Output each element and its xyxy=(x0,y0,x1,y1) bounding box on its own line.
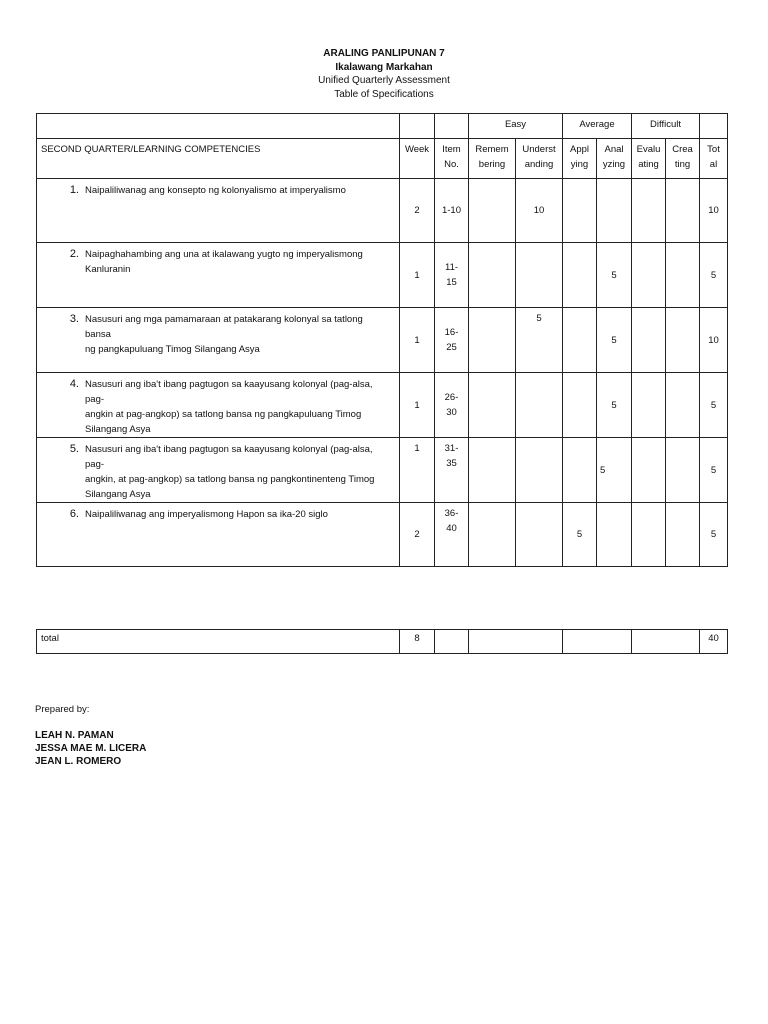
item-cell: 26- 30 xyxy=(435,373,469,438)
creating-header: Crea ting xyxy=(666,139,700,179)
creating-cell xyxy=(666,373,700,438)
understanding-cell xyxy=(516,243,563,308)
competency-text: Naipaliliwanag ang konsepto ng kolonyalismo at imperyalismo xyxy=(85,185,346,196)
applying-cell xyxy=(563,373,597,438)
item-cell: 1-10 xyxy=(435,179,469,243)
analyzing-cell: 5 xyxy=(597,438,632,503)
total-cell: 5 xyxy=(700,373,728,438)
week-header: Week xyxy=(400,139,435,179)
competency-text: Nasusuri ang mga pamamaraan at patakarang kolonyal sa tatlong bansa ng pangkapuluang Timog Silangang Asya xyxy=(85,314,363,355)
row-number: 4. xyxy=(69,378,79,390)
table-row xyxy=(37,373,728,438)
preparer-name: LEAH N. PAMAN xyxy=(35,730,114,741)
competency-text: Naipaliliwanag ang imperyalismong Hapon sa ika-20 siglo xyxy=(85,509,328,520)
specifications-table xyxy=(36,113,728,567)
row-number: 3. xyxy=(69,313,79,325)
prepared-by-label: Prepared by: xyxy=(35,704,90,715)
applying-cell xyxy=(563,179,597,243)
competency-cell xyxy=(37,308,400,373)
remembering-cell xyxy=(469,308,516,373)
evaluating-header: Evalu ating xyxy=(632,139,666,179)
document-title: Table of Specifications xyxy=(334,88,434,100)
remembering-header: Remem bering xyxy=(469,139,516,179)
competency-cell xyxy=(37,179,400,243)
evaluating-cell xyxy=(632,438,666,503)
grand-total: 40 xyxy=(700,630,728,654)
competency-cell xyxy=(37,503,400,567)
preparer-name: JEAN L. ROMERO xyxy=(35,756,122,767)
table-row xyxy=(37,243,728,308)
table-row xyxy=(37,179,728,243)
competency-text: Nasusuri ang iba't ibang pagtugon sa kaayusang kolonyal (pag-alsa, pag- angkin, at pag-angkop) sa tatlong bansa ng pangkontinenteng Timog Silangang Asya xyxy=(85,444,375,500)
total-cell: 5 xyxy=(700,503,728,567)
group-average: Average xyxy=(563,114,632,139)
competency-text: Naipaghahambing ang una at ikalawang yugto ng imperyalismong Kanluranin xyxy=(85,249,363,275)
total-cell: 10 xyxy=(700,179,728,243)
item-cell: 31- 35 xyxy=(435,438,469,503)
analyzing-cell: 5 xyxy=(597,308,632,373)
total-label: total xyxy=(37,630,400,654)
total-header: Tot al xyxy=(700,139,728,179)
table-row xyxy=(37,308,728,373)
analyzing-cell xyxy=(597,179,632,243)
applying-cell xyxy=(563,243,597,308)
creating-cell xyxy=(666,503,700,567)
preparer-name: JESSA MAE M. LICERA xyxy=(35,743,147,754)
understanding-cell xyxy=(516,438,563,503)
analyzing-header: Anal yzing xyxy=(597,139,632,179)
row-number: 1. xyxy=(69,184,79,196)
analyzing-cell: 5 xyxy=(597,243,632,308)
row-number: 2. xyxy=(69,248,79,260)
group-difficult: Difficult xyxy=(632,114,700,139)
preparer-names xyxy=(35,729,146,768)
applying-cell: 5 xyxy=(563,503,597,567)
understanding-cell xyxy=(516,373,563,438)
row-number: 5. xyxy=(69,443,79,455)
remembering-cell xyxy=(469,243,516,308)
total-row xyxy=(37,630,728,654)
item-cell: 11- 15 xyxy=(435,243,469,308)
evaluating-cell xyxy=(632,503,666,567)
table-row xyxy=(37,438,728,503)
creating-cell xyxy=(666,308,700,373)
week-cell: 1 xyxy=(400,308,435,373)
document-header xyxy=(0,47,768,101)
total-week: 8 xyxy=(400,630,435,654)
subject-title: ARALING PANLIPUNAN 7 xyxy=(323,48,445,59)
row-number: 6. xyxy=(69,508,79,520)
evaluating-cell xyxy=(632,243,666,308)
week-cell: 1 xyxy=(400,243,435,308)
total-cell: 5 xyxy=(700,438,728,503)
week-cell: 1 xyxy=(400,438,435,503)
analyzing-cell xyxy=(597,503,632,567)
remembering-cell xyxy=(469,503,516,567)
creating-cell xyxy=(666,438,700,503)
competency-cell xyxy=(37,373,400,438)
item-cell: 36- 40 xyxy=(435,503,469,567)
creating-cell xyxy=(666,243,700,308)
total-cell: 5 xyxy=(700,243,728,308)
quarter-title: Ikalawang Markahan xyxy=(335,61,433,73)
competency-cell xyxy=(37,438,400,503)
evaluating-cell xyxy=(632,308,666,373)
group-easy: Easy xyxy=(469,114,563,139)
week-cell: 2 xyxy=(400,503,435,567)
assessment-title: Unified Quarterly Assessment xyxy=(318,75,450,86)
understanding-header: Underst anding xyxy=(516,139,563,179)
applying-cell xyxy=(563,308,597,373)
applying-cell xyxy=(563,438,597,503)
applying-header: Appl ying xyxy=(563,139,597,179)
remembering-cell xyxy=(469,179,516,243)
creating-cell xyxy=(666,179,700,243)
item-cell: 16- 25 xyxy=(435,308,469,373)
understanding-cell xyxy=(516,503,563,567)
group-header-row xyxy=(37,114,728,139)
competency-text: Nasusuri ang iba't ibang pagtugon sa kaayusang kolonyal (pag-alsa, pag- angkin at pag-angkop) sa tatlong bansa ng pangkapuluang Timog Silangang Asya xyxy=(85,379,373,435)
table-row xyxy=(37,503,728,567)
item-no-header: Item No. xyxy=(435,139,469,179)
totals-table xyxy=(36,629,728,654)
competency-cell xyxy=(37,243,400,308)
evaluating-cell xyxy=(632,373,666,438)
remembering-cell xyxy=(469,373,516,438)
understanding-cell: 10 xyxy=(516,179,563,243)
analyzing-cell: 5 xyxy=(597,373,632,438)
evaluating-cell xyxy=(632,179,666,243)
competency-header: SECOND QUARTER/LEARNING COMPETENCIES xyxy=(37,139,400,179)
understanding-cell: 5 xyxy=(516,308,563,373)
column-header-row xyxy=(37,139,728,179)
remembering-cell xyxy=(469,438,516,503)
total-cell: 10 xyxy=(700,308,728,373)
week-cell: 2 xyxy=(400,179,435,243)
week-cell: 1 xyxy=(400,373,435,438)
